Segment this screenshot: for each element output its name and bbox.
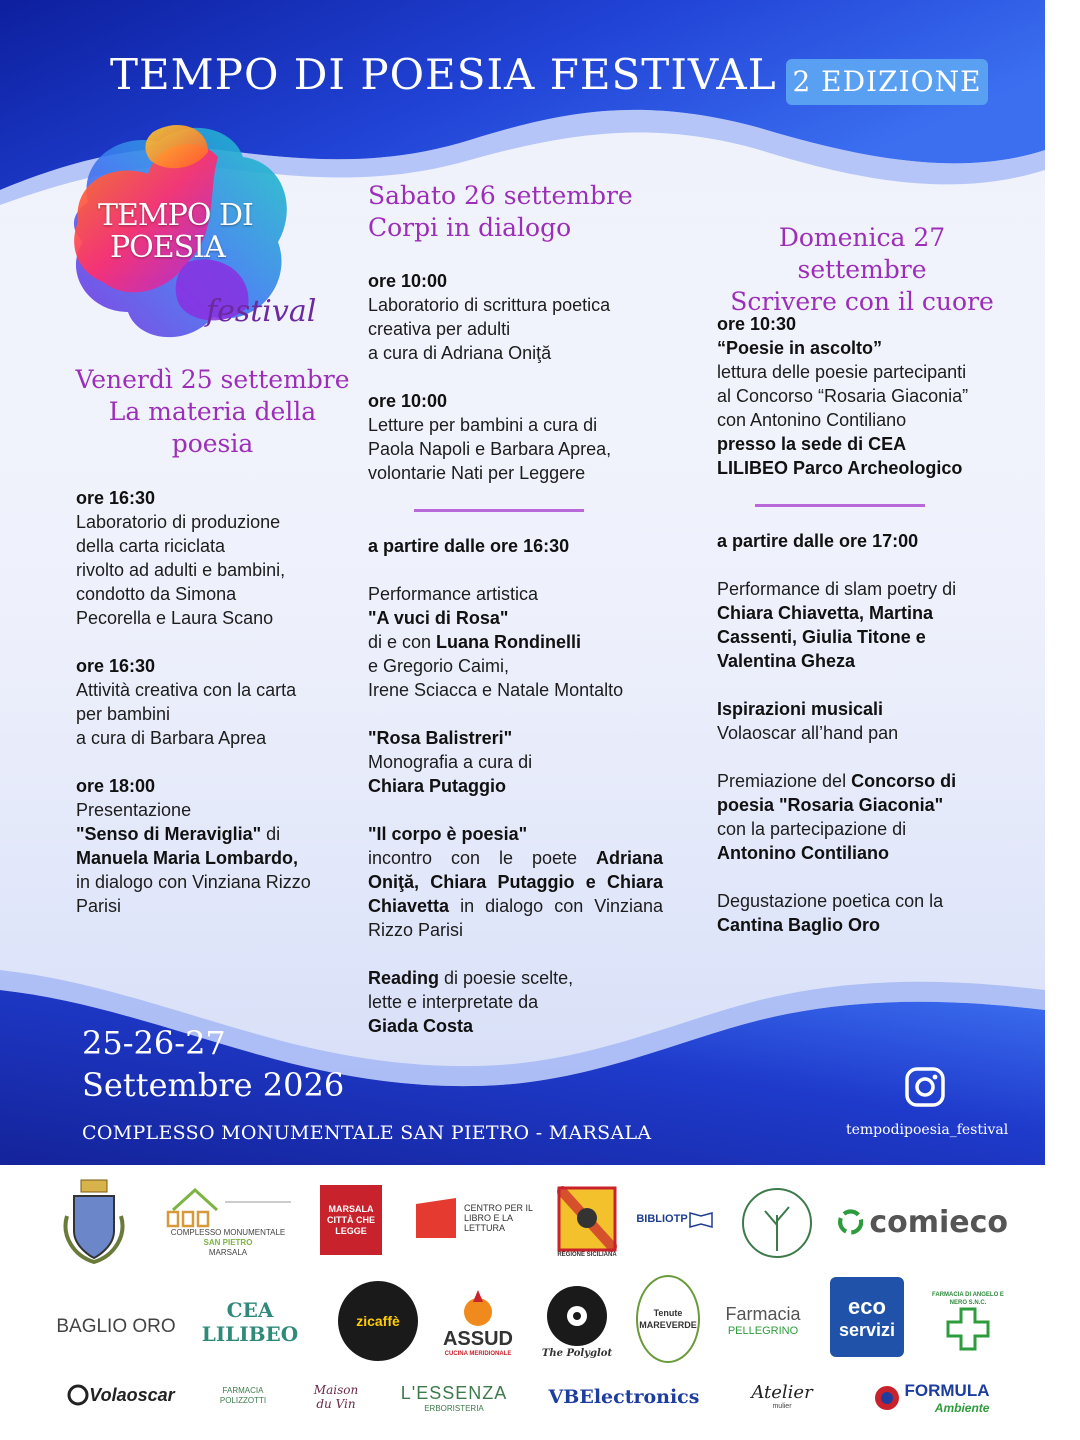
maison-du-vin-logo (306, 1361, 366, 1433)
sponsor-text: COMPLESSO MONUMENTALE (170, 1228, 286, 1237)
program-bold: "Rosa Balistreri" (368, 728, 513, 748)
festival-logo (58, 112, 317, 352)
festival-dates (82, 1022, 344, 1106)
program-bold: Cassenti, Giulia Titone e (717, 627, 926, 647)
program-text: a cura di Adriana Oniţă (368, 343, 552, 363)
program-text: della carta riciclata (76, 536, 226, 556)
program-bold: Concorso di (851, 771, 957, 791)
day2-heading-line: Sabato 26 settembre (368, 181, 633, 210)
program-bold: Chiara Chiavetta, Martina (717, 603, 934, 623)
volaoscar-logo (62, 1377, 180, 1413)
program-bold: "A vuci di Rosa" (368, 608, 509, 628)
program-text: Monografia a cura di (368, 752, 533, 772)
farmacia-polizzotti-logo (208, 1369, 278, 1423)
program-block (368, 269, 663, 365)
program-text: e Gregorio Caimi, (368, 656, 510, 676)
sponsor-text: The Polyglot (541, 1347, 613, 1359)
program-bold: "Senso di Meraviglia" (76, 824, 262, 844)
sponsor-text: ASSUD (442, 1327, 513, 1350)
centro-libro-logo (414, 1193, 544, 1243)
program-bold: LILIBEO Parco Archeologico (717, 458, 963, 478)
time-label: ore 18:00 (76, 776, 156, 796)
trinacria-icon (557, 1186, 617, 1252)
sponsor-text: SAN PIETRO (203, 1238, 253, 1247)
section-divider (414, 509, 584, 512)
sponsor-text: Volaoscar (89, 1384, 175, 1405)
arches-icon (163, 1188, 293, 1228)
logo-script: festival (206, 294, 317, 329)
program-text: Premiazione del (717, 771, 852, 791)
atelier-mulier-logo (742, 1373, 822, 1419)
program-text: volontarie Nati per Leggere (368, 463, 586, 483)
mareverde-logo (636, 1275, 700, 1363)
program-text: di (261, 824, 281, 844)
vinyl-record-icon (545, 1284, 609, 1348)
farmacia-pellegrino-logo (720, 1285, 806, 1355)
program-bold: "Il corpo è poesia" (368, 824, 528, 844)
sponsor-text: REGIONE SICILIANA (557, 1252, 617, 1258)
sponsor-text: servizi (838, 1319, 896, 1340)
lessenza-logo (392, 1375, 516, 1421)
program-text: Presentazione (76, 800, 192, 820)
assud-logo (440, 1277, 516, 1367)
program-block (76, 774, 356, 918)
recycle-icon (838, 1198, 863, 1246)
farmacia-di-angelo-logo (928, 1281, 1008, 1361)
comieco-logo (838, 1195, 1008, 1249)
program-block (717, 889, 1017, 937)
day3-heading-line: Domenica 27 settembre (778, 223, 946, 284)
program-bold: presso la sede di CEA (717, 434, 907, 454)
program-block (717, 312, 1017, 480)
program-text: al Concorso “Rosaria Giaconia” (717, 386, 969, 406)
program-text: Performance di slam poetry di (717, 579, 957, 599)
day2-program (368, 269, 663, 1062)
program-text: Volaoscar all’hand pan (717, 723, 899, 743)
sponsor-text: MARSALA (208, 1248, 248, 1257)
program-bold: Luana Rondinelli (436, 632, 582, 652)
program-text: Paola Napoli e Barbara Aprea, (368, 439, 612, 459)
sponsor-text: L'ESSENZA (400, 1383, 508, 1403)
day2-heading-line: Corpi in dialogo (368, 213, 572, 242)
dates-line: 25-26-27 (82, 1024, 226, 1062)
dates-line: Settembre 2026 (82, 1066, 345, 1104)
program-text: a cura di Barbara Aprea (76, 728, 267, 748)
day3-program (717, 312, 1017, 961)
sponsor-text: Tenute MAREVERDE (639, 1308, 697, 1330)
instagram-icon[interactable] (904, 1066, 946, 1108)
day3-heading (712, 222, 1012, 318)
polyglot-logo (540, 1275, 614, 1367)
sponsor-text: Farmacia (725, 1303, 801, 1324)
program-text: in dialogo con Vinziana Rizzo (76, 872, 311, 892)
sun-flame-icon (453, 1288, 503, 1328)
program-text: in dialogo con Vinziana Rizzo Parisi (368, 896, 663, 940)
program-bold: Chiara Putaggio (368, 776, 507, 796)
sponsor-text: MARSALA CITTÀ CHE LEGGE (327, 1203, 375, 1236)
day1-heading-line: La materia della (108, 397, 317, 426)
program-text: per bambini (76, 704, 171, 724)
day1-heading (70, 364, 355, 460)
program-block (368, 966, 663, 1038)
sponsor-text: zicaffè (356, 1313, 400, 1329)
program-text: con Antonino Contiliano (717, 410, 907, 430)
program-text: creativa per adulti (368, 319, 511, 339)
logo-line-1: TEMPO DI (98, 198, 253, 233)
program-bold: Cantina Baglio Oro (717, 915, 881, 935)
sponsor-text: FORMULA (904, 1381, 990, 1400)
regione-siciliana-logo (555, 1179, 619, 1265)
time-label: a partire dalle ore 17:00 (717, 531, 919, 551)
sponsor-text: CUCINA MERIDIONALE (444, 1350, 512, 1357)
sponsor-logos (0, 1165, 1080, 1440)
program-text: Pecorella e Laura Scano (76, 608, 274, 628)
sponsor-text: Atelier (751, 1382, 813, 1403)
program-text: con la partecipazione di (717, 819, 907, 839)
pharmacy-cross-icon (946, 1307, 990, 1351)
baglio-oro-logo (56, 1307, 176, 1347)
program-text: lette e interpretate da (368, 992, 539, 1012)
sponsor-text: Ambiente (934, 1401, 990, 1415)
program-block (717, 577, 1017, 673)
bibliotp-logo (630, 1199, 720, 1239)
instagram-handle[interactable]: tempodipoesia_festival (846, 1122, 1009, 1138)
sponsor-text: BIBLIOTP (636, 1213, 688, 1225)
program-text: incontro con le poete (368, 848, 596, 868)
program-text: Laboratorio di scrittura poetica (368, 295, 611, 315)
program-block (368, 534, 663, 558)
sponsor-text: CENTRO PER IL LIBRO E LA LETTURA (464, 1203, 533, 1233)
sponsor-text: CEA LILIBEO (201, 1298, 299, 1346)
program-block (368, 822, 663, 942)
program-bold: Adriana Oniţă, Chiara Putaggio e Chiara Chiavetta (368, 848, 663, 916)
time-label: a partire dalle ore 16:30 (368, 536, 570, 556)
program-text: Attività creativa con la carta (76, 680, 297, 700)
program-bold: Ispirazioni musicali (717, 699, 884, 719)
zicaffe-logo (338, 1281, 418, 1361)
marsala-citta-che-legge-logo (320, 1185, 382, 1255)
logo-line-2: POESIA (110, 230, 225, 265)
program-text: lettura delle poesie partecipanti (717, 362, 967, 382)
day1-heading-line: poesia (171, 429, 254, 458)
program-bold: Valentina Gheza (717, 651, 856, 671)
hand-pan-icon (67, 1384, 89, 1406)
section-divider (755, 504, 925, 507)
time-label: ore 10:00 (368, 391, 448, 411)
venue: COMPLESSO MONUMENTALE SAN PIETRO - MARSALA (82, 1122, 652, 1144)
cea-lilibeo-logo (196, 1297, 304, 1347)
day1-program (76, 486, 356, 942)
sponsor-text: FARMACIA POLIZZOTTI (219, 1386, 267, 1405)
program-bold: Antonino Contiliano (717, 843, 889, 863)
program-block (717, 769, 1017, 865)
program-text: rivolto ad adulti e bambini, (76, 560, 286, 580)
program-text: di e con (368, 632, 437, 652)
day3-heading-line: Scrivere con il cuore (730, 287, 994, 316)
olive-tree-logo (740, 1183, 814, 1263)
vb-electronics-logo (526, 1379, 722, 1415)
program-block (76, 654, 356, 750)
festival-title: TEMPO DI POESIA FESTIVAL (110, 50, 777, 99)
program-bold: Giada Costa (368, 1016, 474, 1036)
sponsor-text: Maison du Vin (313, 1383, 359, 1411)
san-pietro-logo (163, 1187, 293, 1259)
program-text: Irene Sciacca e Natale Montalto (368, 680, 624, 700)
sponsor-text: FARMACIA DI ANGELO E NERO S.N.C. (932, 1292, 1004, 1306)
time-label: ore 10:00 (368, 271, 448, 291)
program-bold: “Poesie in ascolto” (717, 338, 883, 358)
formula-emblem-icon (873, 1384, 901, 1412)
time-label: ore 10:30 (717, 314, 797, 334)
sponsor-text: ERBORISTERIA (424, 1404, 484, 1413)
day1-heading-line: Venerdì 25 settembre (75, 365, 350, 394)
sponsor-text: BAGLIO ORO (56, 1316, 176, 1337)
program-block (717, 529, 1017, 553)
program-bold: poesia "Rosaria Giaconia" (717, 795, 944, 815)
program-bold: Reading (368, 968, 440, 988)
open-book-icon (688, 1209, 714, 1229)
time-label: ore 16:30 (76, 656, 156, 676)
program-block (368, 582, 663, 702)
program-text: Letture per bambini a cura di (368, 415, 598, 435)
sponsor-text: eco (848, 1293, 886, 1319)
program-text: Degustazione poetica con la (717, 891, 944, 911)
sponsor-text: PELLEGRINO (727, 1324, 799, 1337)
program-block (76, 486, 356, 630)
program-text: condotto da Simona (76, 584, 237, 604)
time-label: ore 16:30 (76, 488, 156, 508)
program-text: Performance artistica (368, 584, 539, 604)
program-bold: Manuela Maria Lombardo, (76, 848, 299, 868)
book-shape-icon (414, 1196, 458, 1240)
sponsor-text: VBElectronics (548, 1386, 700, 1408)
sponsor-text: comieco (869, 1204, 1008, 1240)
program-block (717, 697, 1017, 745)
sponsor-text: mulier (772, 1403, 792, 1410)
eco-servizi-logo (830, 1277, 904, 1357)
program-text: Laboratorio di produzione (76, 512, 281, 532)
day2-heading (368, 180, 668, 244)
program-block (368, 389, 663, 485)
program-block (368, 726, 663, 798)
formula-ambiente-logo (846, 1373, 1016, 1423)
comune-crest-icon (58, 1175, 130, 1265)
edition-badge: 2 EDIZIONE (786, 59, 988, 105)
program-text: Parisi (76, 896, 122, 916)
program-text: di poesie scelte, (439, 968, 574, 988)
